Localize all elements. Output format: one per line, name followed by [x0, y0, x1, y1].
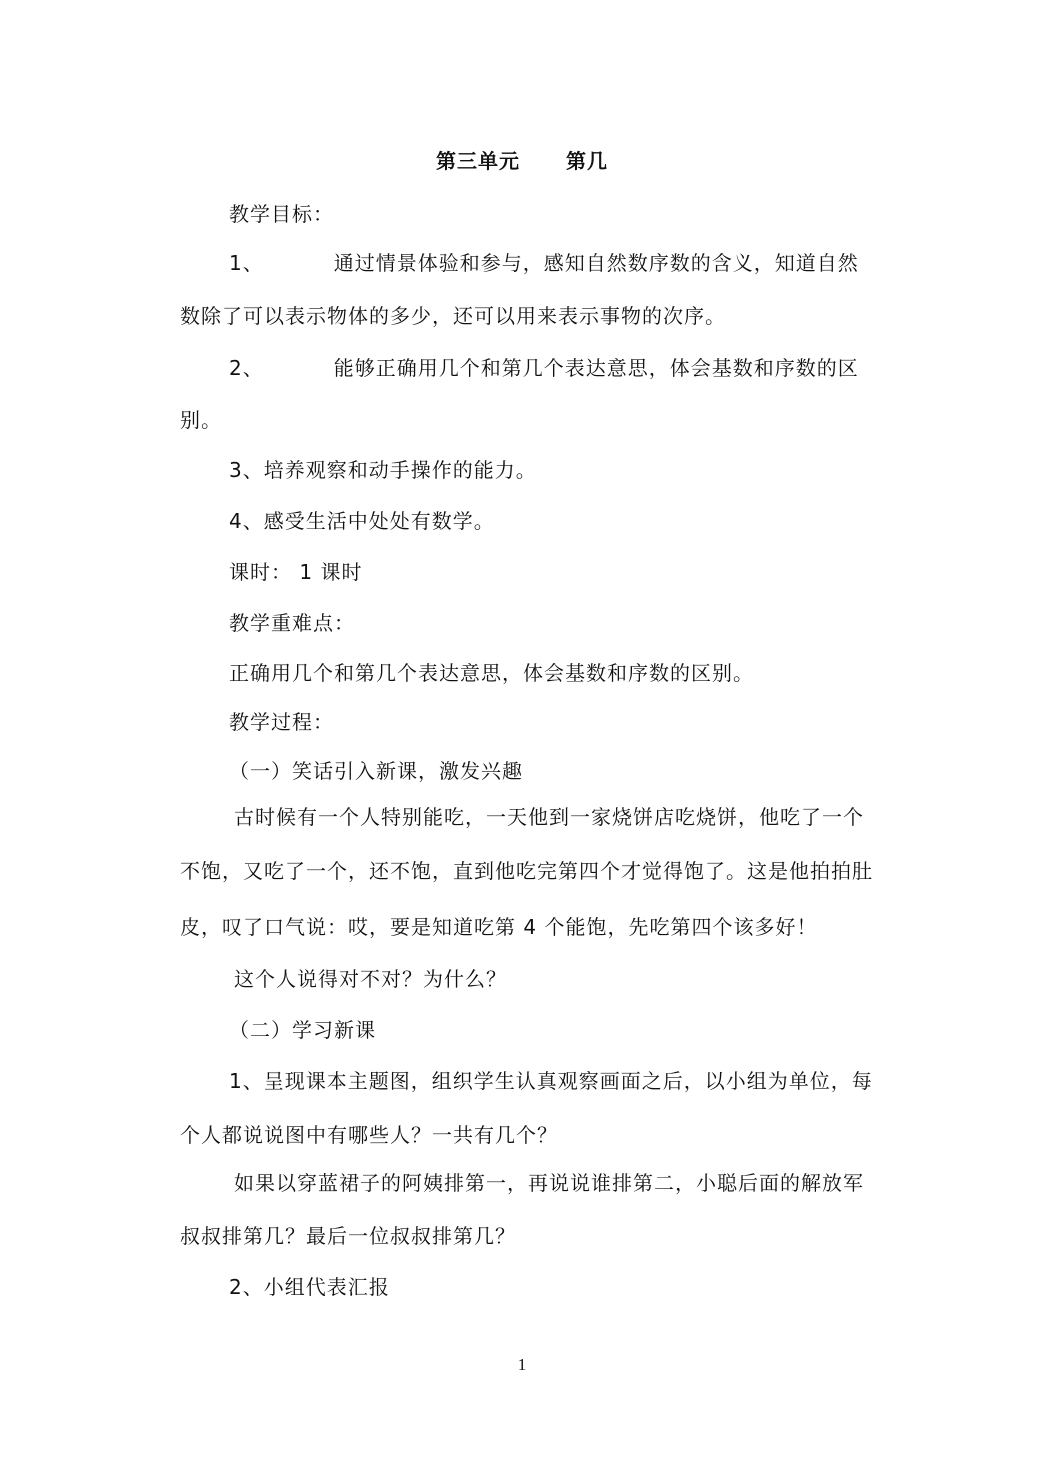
- section-2-heading: （二）学习新课: [229, 1018, 376, 1042]
- section-2-item-1b-line-2: 叔叔排第几？最后一位叔叔排第几？: [180, 1224, 516, 1248]
- objective-2-line-2: 别。: [180, 408, 222, 432]
- key-points-heading: 教学重难点：: [229, 611, 355, 635]
- objective-1-line-1: [229, 249, 859, 277]
- objective-1-line-2: 数除了可以表示物体的多少，还可以用来表示事物的次序。: [180, 304, 726, 328]
- lesson-hours: 课时： 1 课时: [229, 560, 363, 584]
- objective-1-text-1: 通过情景体验和参与，感知自然数序数的含义，知道自然: [333, 251, 859, 275]
- objective-4: 4、感受生活中处处有数学。: [229, 509, 495, 533]
- section-2-item-1b-line-1: 如果以穿蓝裙子的阿姨排第一，再说说谁排第二，小聪后面的解放军: [234, 1171, 864, 1195]
- title-topic: 第几: [566, 149, 608, 173]
- page-number: 1: [517, 1355, 527, 1374]
- objective-2-text-1: 能够正确用几个和第几个表达意思，体会基数和序数的区: [333, 356, 859, 380]
- objective-1-number: 1、: [229, 251, 264, 275]
- section-2-item-2: 2、小组代表汇报: [229, 1275, 390, 1299]
- title-unit: 第三单元: [436, 149, 520, 173]
- section-2-item-1-line-2: 个人都说说图中有哪些人？一共有几个？: [180, 1123, 558, 1147]
- objective-2-line-1: [229, 354, 859, 382]
- objectives-heading: 教学目标：: [229, 202, 334, 226]
- section-2-item-1-line-1: 1、呈现课本主题图，组织学生认真观察画面之后，以小组为单位，每: [229, 1069, 873, 1093]
- key-points-text: 正确用几个和第几个表达意思，体会基数和序数的区别。: [229, 661, 754, 685]
- section-1-paragraph-line-1: 古时候有一个人特别能吃，一天他到一家烧饼店吃烧饼，他吃了一个: [234, 805, 864, 829]
- section-1-heading: （一）笑话引入新课，激发兴趣: [229, 759, 523, 783]
- page-title: [0, 147, 1044, 175]
- process-heading: 教学过程：: [229, 710, 334, 734]
- objective-3: 3、培养观察和动手操作的能力。: [229, 458, 537, 482]
- section-1-question: 这个人说得对不对？为什么？: [234, 967, 507, 991]
- section-1-paragraph-line-3: 皮，叹了口气说：哎，要是知道吃第 4 个能饱，先吃第四个该多好！: [180, 915, 818, 939]
- section-1-paragraph-line-2: 不饱，又吃了一个，还不饱，直到他吃完第四个才觉得饱了。这是他拍拍肚: [180, 859, 873, 883]
- objective-2-number: 2、: [229, 356, 264, 380]
